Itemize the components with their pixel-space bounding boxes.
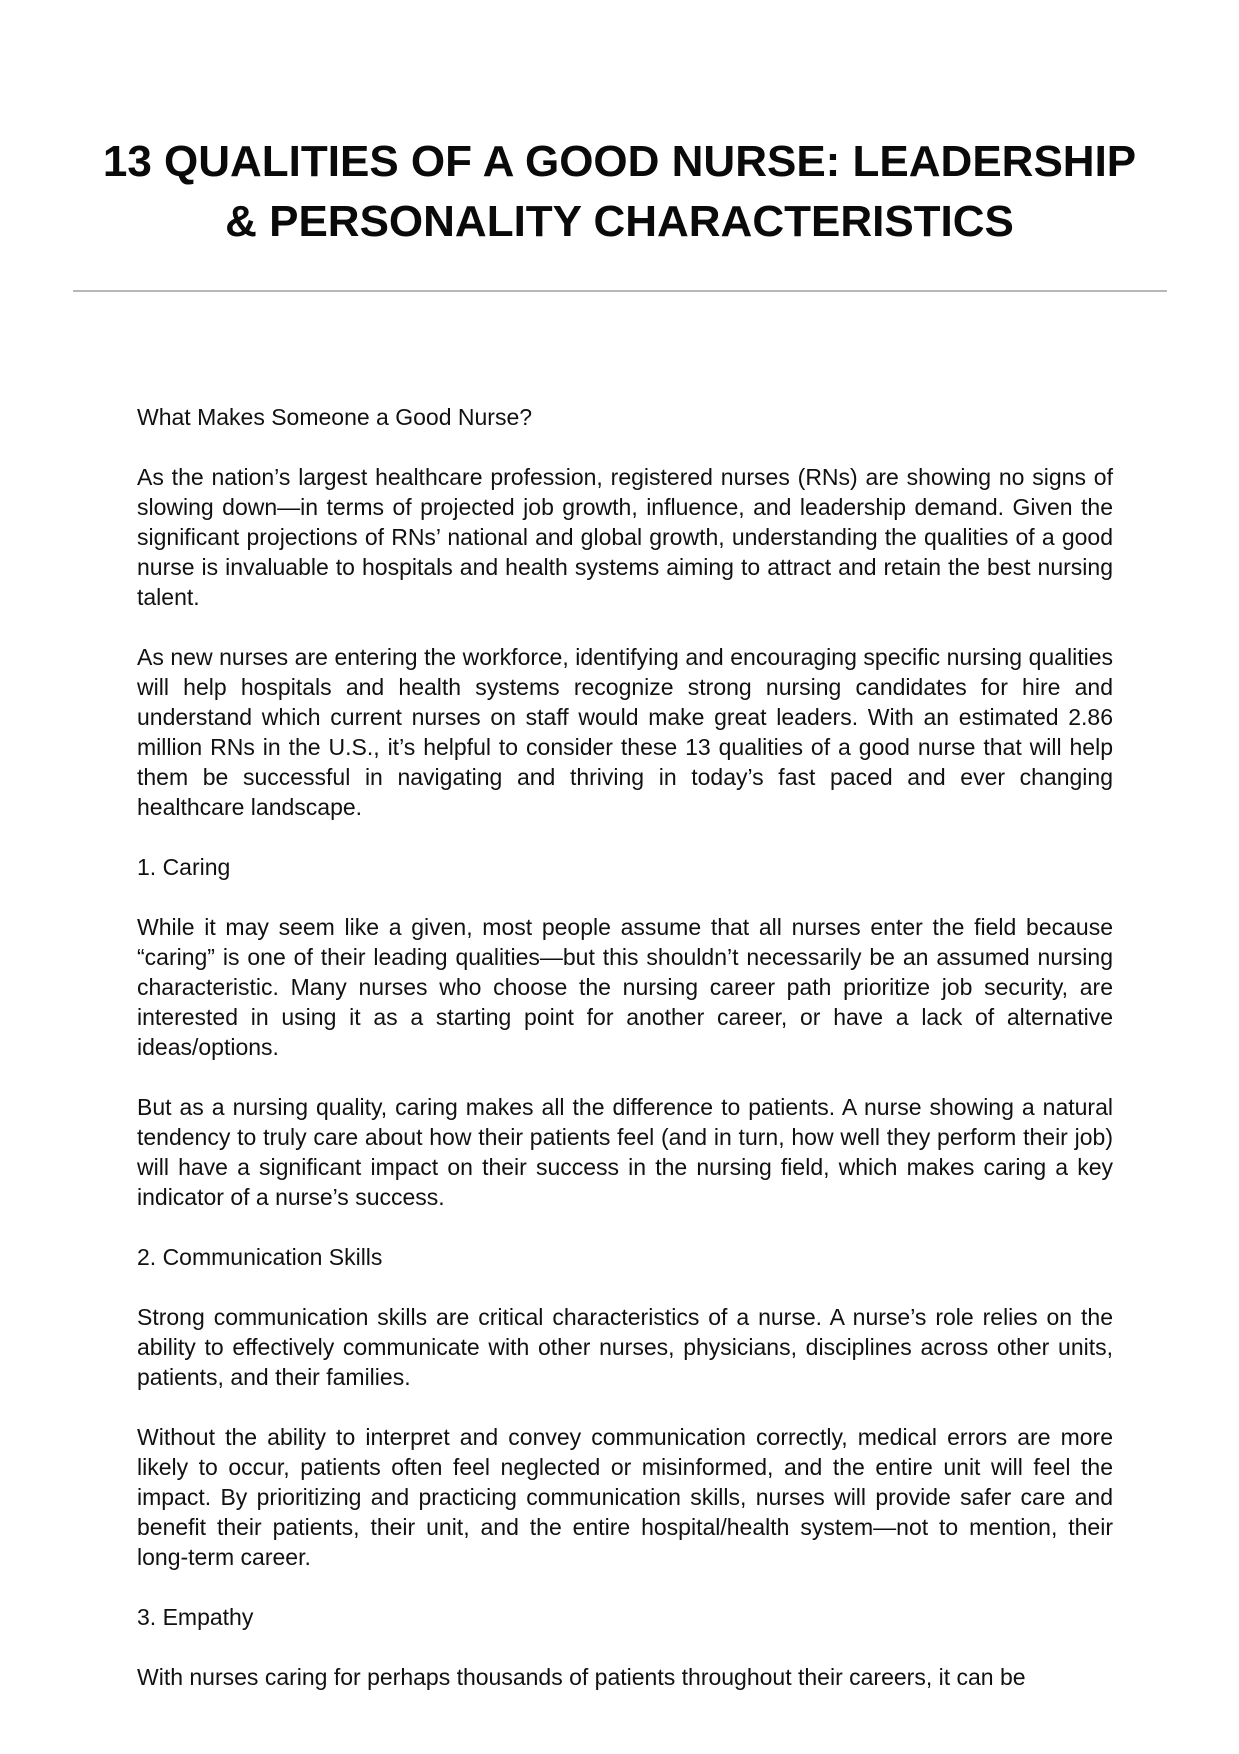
section-heading-communication: 2. Communication Skills <box>137 1244 383 1270</box>
page-title <box>70 132 1169 252</box>
section-empathy-paragraph-1: With nurses caring for perhaps thousands of patients throughout their careers, it can be <box>137 1664 1026 1690</box>
section-heading-caring: 1. Caring <box>137 854 231 880</box>
section-caring-paragraph-2: But as a nursing quality, caring makes all the difference to patients. A nurse showing a natural tendency to truly care about how their patients feel (and in turn, how well they perform their job) will have a significant impact on their success in the nursing field, which makes caring a key indicator of a nurse’s success. <box>137 1094 1113 1210</box>
intro-paragraph-1: As the nation’s largest healthcare profession, registered nurses (RNs) are showing no signs of slowing down—in terms of projected job growth, influence, and leadership demand. Given the significant projections of RNs’ national and global growth, understanding the qualities of a good nurse is invaluable to hospitals and health systems aiming to attract and retain the best nursing talent. <box>137 464 1113 610</box>
title-divider <box>73 290 1167 292</box>
intro-paragraph-2: As new nurses are entering the workforce, identifying and encouraging specific nursing qualities will help hospitals and health systems recognize strong nursing candidates for hire and understand which current nurses on staff would make great leaders. With an estimated 2.86 million RNs in the U.S., it’s helpful to consider these 13 qualities of a good nurse that will help them be successful in navigating and thriving in today’s fast paced and ever changing healthcare landscape. <box>137 644 1113 820</box>
section-communication-paragraph-2: Without the ability to interpret and convey communication correctly, medical errors are more likely to occur, patients often feel neglected or misinformed, and the entire unit will feel the impact. By prioritizing and practicing communication skills, nurses will provide safer care and benefit their patients, their unit, and the entire hospital/health system—not to mention, their long-term career. <box>137 1424 1113 1570</box>
intro-heading: What Makes Someone a Good Nurse? <box>137 404 533 430</box>
section-caring-paragraph-1: While it may seem like a given, most people assume that all nurses enter the field because “caring” is one of their leading qualities—but this shouldn’t necessarily be an assumed nursing characteristic. Many nurses who choose the nursing career path prioritize job security, are interested in using it as a starting point for another career, or have a lack of alternative ideas/options. <box>137 914 1113 1060</box>
article-body <box>137 402 1113 1722</box>
page-title-line-2: & PERSONALITY CHARACTERISTICS <box>225 197 1014 246</box>
section-heading-empathy: 3. Empathy <box>137 1604 254 1630</box>
page-title-line-1: 13 QUALITIES OF A GOOD NURSE: LEADERSHIP <box>102 137 1137 186</box>
section-communication-paragraph-1: Strong communication skills are critical characteristics of a nurse. A nurse’s role relies on the ability to effectively communicate with other nurses, physicians, disciplines across other units, patients, and their families. <box>137 1304 1113 1390</box>
